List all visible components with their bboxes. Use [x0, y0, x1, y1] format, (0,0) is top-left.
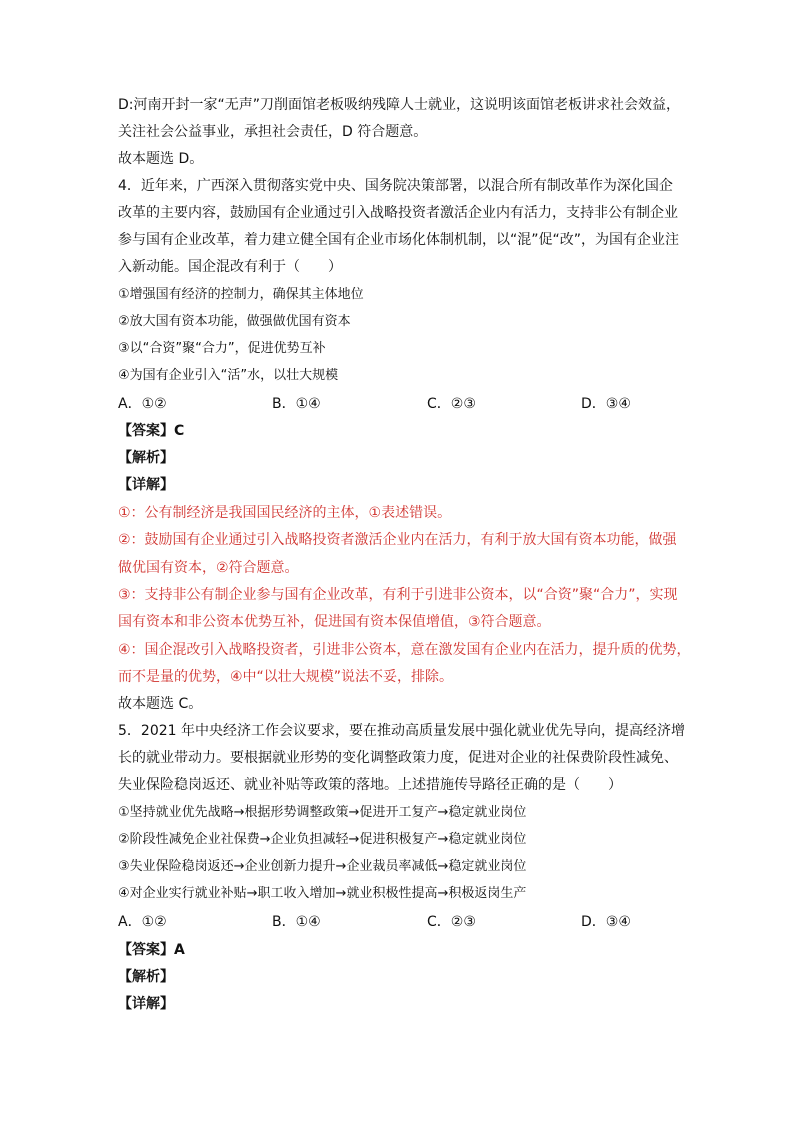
q5-item-2: ②阶段性减免企业社保费→企业负担减轻→促进积极复产→稳定就业岗位 [118, 832, 527, 847]
q4-explanation-4-line1: ④：国企混改引入战略投资者，引进非公资本，意在激发国有企业内在活力，提升质的优势， [118, 642, 691, 658]
q4-stem-line1: 4．近年来，广西深入贯彻落实党中央、国务院决策部署，以混合所有制改革作为深化国企 [118, 178, 673, 194]
q3-conclusion: 故本题选 D。 [118, 151, 204, 167]
q4-detail-heading: 【详解】 [118, 477, 174, 493]
q4-conclusion: 故本题选 C。 [118, 696, 203, 712]
q4-explanation-3-line1: ③：支持非公有制企业参与国有企业改革，有利于引进非公资本，以“合资”聚“合力”，实现 [118, 587, 678, 603]
q4-analysis-heading: 【解析】 [118, 450, 174, 466]
q5-option-c: C．②③ [427, 914, 476, 930]
q4-option-b: B．①④ [272, 396, 321, 412]
q4-explanation-2-line1: ②：鼓励国有企业通过引入战略投资者激活企业内在活力，有利于放大国有资本功能，做强 [118, 532, 677, 548]
q5-stem-line3: 失业保险稳岗返还、就业补贴等政策的落地。上述措施传导路径正确的是（ ） [118, 777, 622, 793]
q4-option-a: A．①② [118, 396, 167, 412]
q4-stem-line3: 参与国有企业改革，着力建立健全国有企业市场化体制机制，以“混”促“改”，为国有企业注 [118, 232, 680, 248]
q4-item-3: ③以“合资”聚“合力”，促进优势互补 [118, 341, 326, 356]
q4-option-c: C．②③ [427, 396, 476, 412]
q5-detail-heading: 【详解】 [118, 996, 174, 1012]
q5-answer: 【答案】A [118, 942, 185, 958]
q5-item-3: ③失业保险稳岗返还→企业创新力提升→企业裁员率减低→稳定就业岗位 [118, 859, 527, 874]
q4-item-1: ①增强国有经济的控制力，确保其主体地位 [118, 287, 364, 302]
q4-explanation-2-line2: 做优国有资本，②符合题意。 [118, 560, 299, 576]
q3-option-d-text-line1: D:河南开封一家“无声”刀削面馆老板吸纳残障人士就业，这说明该面馆老板讲求社会效益， [118, 97, 681, 113]
q4-answer: 【答案】C [118, 423, 185, 439]
q4-item-2: ②放大国有资本功能，做强做优国有资本 [118, 314, 351, 329]
q5-item-4: ④对企业实行就业补贴→职工收入增加→就业积极性提高→积极返岗生产 [118, 886, 527, 901]
q5-analysis-heading: 【解析】 [118, 969, 174, 985]
q5-item-1: ①坚持就业优先战略→根据形势调整政策→促进开工复产→稳定就业岗位 [118, 805, 527, 820]
q4-stem-line4: 入新动能。国企混改有利于（ ） [118, 259, 342, 275]
q4-stem-line2: 改革的主要内容，鼓励国有企业通过引入战略投资者激活企业内有活力，支持非公有制企业 [118, 205, 678, 221]
q5-stem-line2: 长的就业带动力。要根据就业形势的变化调整政策力度，促进对企业的社保费阶段性减免、 [118, 750, 678, 766]
q5-option-a: A．①② [118, 914, 167, 930]
q5-option-d: D．③④ [581, 914, 631, 930]
q4-explanation-1: ①：公有制经济是我国国民经济的主体，①表述错误。 [118, 505, 452, 521]
q4-option-d: D．③④ [581, 396, 631, 412]
q4-explanation-3-line2: 国有资本和非公资本优势互补，促进国有资本保值增值，③符合题意。 [118, 614, 551, 630]
q5-stem-line1: 5．2021 年中央经济工作会议要求，要在推动高质量发展中强化就业优先导向，提高经济增 [118, 723, 685, 739]
q3-option-d-text-line2: 关注社会公益事业，承担社会责任，D 符合题意。 [118, 124, 428, 140]
q4-explanation-4-line2: 而不是量的优势，④中“以壮大规模”说法不妥，排除。 [118, 669, 454, 685]
q5-option-b: B．①④ [272, 914, 321, 930]
q4-item-4: ④为国有企业引入“活”水，以壮大规模 [118, 368, 339, 383]
